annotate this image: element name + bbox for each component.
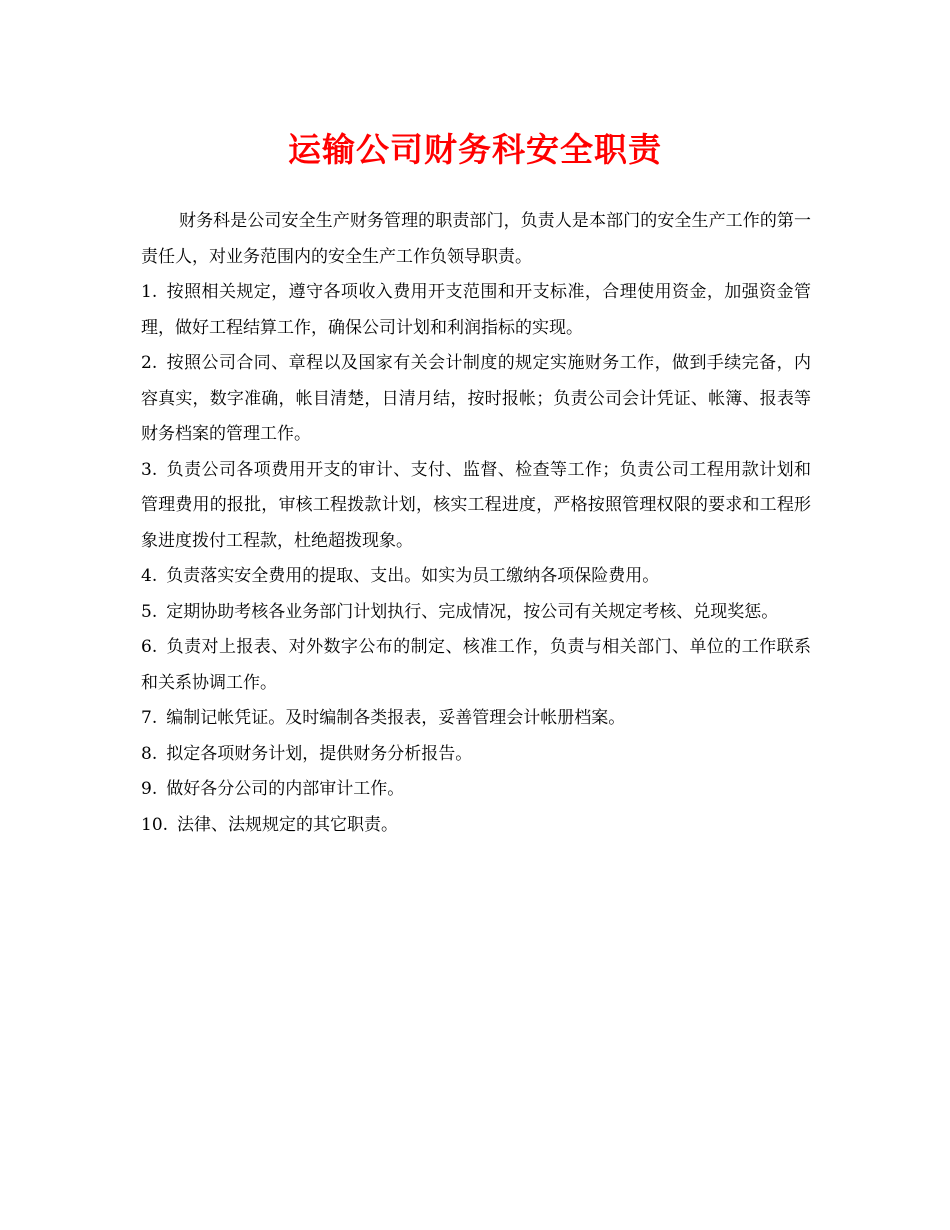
item-text: 编制记帐凭证。及时编制各类报表，妥善管理会计帐册档案。 (166, 708, 626, 728)
list-item (141, 630, 811, 701)
list-item (141, 275, 811, 346)
item-number: 3. (141, 459, 158, 480)
list-item (141, 737, 811, 773)
item-number: 1. (141, 282, 158, 302)
item-text: 拟定各项财务计划，提供财务分析报告。 (166, 743, 473, 764)
item-number: 9. (141, 779, 158, 799)
item-number: 6. (141, 637, 158, 657)
item-number: 8. (141, 743, 158, 764)
intro-paragraph: 财务科是公司安全生产财务管理的职责部门，负责人是本部门的安全生产工作的第一责任人，对业务范围内的安全生产工作负领导职责。 (141, 211, 811, 267)
list-item (141, 346, 811, 453)
item-text: 负责落实安全费用的提取、支出。如实为员工缴纳各项保险费用。 (166, 566, 660, 586)
list-item (141, 701, 811, 737)
item-text: 按照相关规定，遵守各项收入费用开支范围和开支标准，合理使用资金，加强资金管理，做好工程结算工作，确保公司计划和利润指标的实现。 (141, 282, 811, 338)
item-text: 负责对上报表、对外数字公布的制定、核准工作，负责与相关部门、单位的工作联系和关系协调工作。 (141, 637, 811, 693)
item-text: 按照公司合同、章程以及国家有关会计制度的规定实施财务工作，做到手续完备，内容真实，数字准确，帐目清楚，日清月结，按时报帐；负责公司会计凭证、帐簿、报表等财务档案的管理工作。 (141, 353, 811, 444)
list-item (141, 453, 811, 560)
list-item (141, 595, 811, 631)
item-text: 做好各分公司的内部审计工作。 (166, 779, 405, 799)
list-item (141, 559, 811, 595)
list-item (141, 772, 811, 808)
item-number: 7. (141, 708, 158, 728)
item-number: 10. (141, 814, 169, 835)
item-text: 负责公司各项费用开支的审计、支付、监督、检查等工作；负责公司工程用款计划和管理费用的报批，审核工程拨款计划，核实工程进度，严格按照管理权限的要求和工程形象进度拨付工程款，杜绝超拨现象。 (141, 459, 811, 551)
document-body (141, 204, 811, 843)
item-number: 2. (141, 353, 158, 373)
document-title: 运输公司财务科安全职责 (288, 130, 662, 169)
item-text: 法律、法规规定的其它职责。 (177, 814, 399, 835)
item-number: 4. (141, 566, 158, 586)
item-number: 5. (141, 601, 158, 622)
list-item (141, 808, 811, 844)
item-text: 定期协助考核各业务部门计划执行、完成情况，按公司有关规定考核、兑现奖惩。 (166, 601, 779, 622)
